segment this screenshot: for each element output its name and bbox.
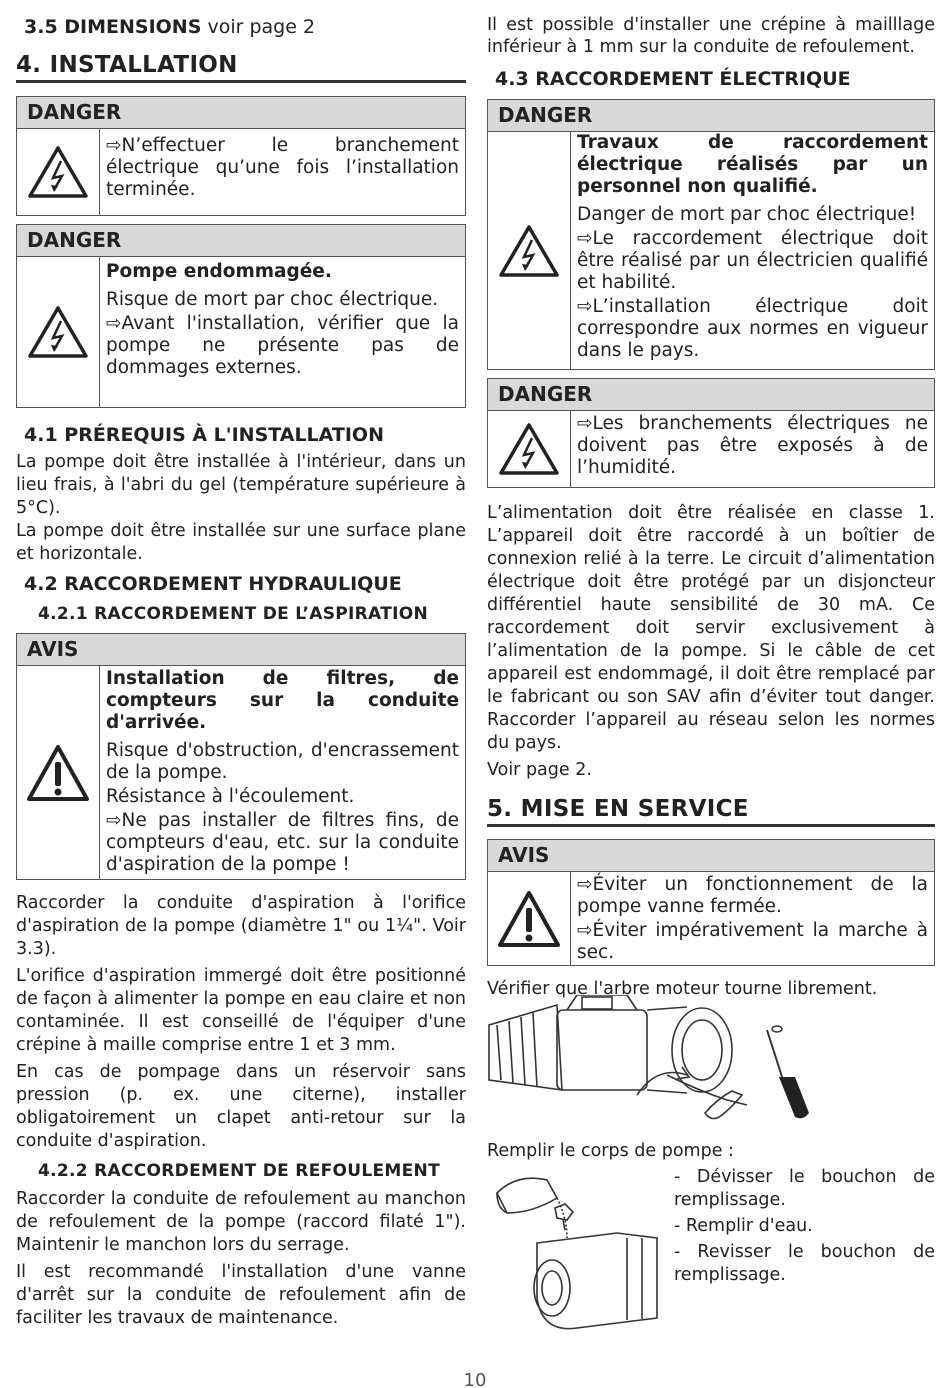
step-item: - Revisser le bouchon de remplissage. xyxy=(674,1242,935,1285)
voir-page-paragraph: Voir page 2. xyxy=(487,760,592,780)
hydraulique-heading: 4.2 RACCORDEMENT HYDRAULIQUE xyxy=(24,573,402,595)
prereq-paragraph-1: La pompe doit être installée à l'intérieur, dans un lieu frais, à l'abri du gel (température supérieure à 5°C). xyxy=(16,452,466,518)
right-column xyxy=(487,0,935,1001)
danger3-line2: ⇨Le raccordement électrique doit être réalisé par un électricien qualifié et habilité. xyxy=(577,228,928,293)
page-number: 10 xyxy=(463,1370,487,1388)
danger-box-1 xyxy=(16,96,466,216)
avis-box-title: AVIS xyxy=(17,634,465,666)
danger3-bold: Travaux de raccordement électrique réalisés par un personnel non qualifié. xyxy=(577,132,928,197)
danger-box-title: DANGER xyxy=(17,225,465,257)
danger-box-2 xyxy=(16,224,466,408)
warning-icon xyxy=(17,666,100,879)
avis1-line3: ⇨Ne pas installer de filtres fins, de compteurs d'eau, etc. sur la conduite d'aspiration de la pompe ! xyxy=(106,810,459,875)
aspiration-paragraph-1: Raccorder la conduite d'aspiration à l'orifice d'aspiration de la pompe (diamètre 1" ou 1¼". Voir 3.3). xyxy=(16,893,466,959)
danger-box-title: DANGER xyxy=(488,379,934,411)
electrique-heading: 4.3 RACCORDEMENT ÉLECTRIQUE xyxy=(495,68,851,90)
left-column xyxy=(16,0,466,1330)
danger-box-4 xyxy=(487,378,935,488)
aspiration-paragraph-2: L'orifice d'aspiration immergé doit être positionné de façon à alimenter la pompe en eau claire et non contaminée. Il est conseillé de l'équiper d'une crépine à maille comprise entre 1 et 3 mm. xyxy=(16,966,466,1055)
avis-box-1 xyxy=(16,633,466,880)
refoulement-paragraph-2: Il est recommandé l'installation d'une vanne d'arrêt sur la conduite de refoulement afin de faciliter les travaux de maintenance. xyxy=(16,1262,466,1328)
electric-hazard-icon xyxy=(17,257,100,407)
arbre-paragraph: Vérifier que l'arbre moteur tourne librement. xyxy=(487,979,878,999)
danger-box-title: DANGER xyxy=(488,100,934,132)
warning-icon xyxy=(488,872,571,965)
step-item: - Dévisser le bouchon de remplissage. xyxy=(674,1167,935,1210)
aspiration-paragraph-3: En cas de pompage dans un réservoir sans pression (p. ex. une citerne), installer obligatoirement un clapet anti-retour sur la conduite d'aspiration. xyxy=(16,1062,466,1151)
avis2-line1: ⇨Éviter un fonctionnement de la pompe vanne fermée. xyxy=(577,874,928,917)
electric-hazard-icon xyxy=(488,411,571,487)
remplir-paragraph: Remplir le corps de pompe : xyxy=(487,1141,734,1161)
pump-screwdriver-illustration xyxy=(487,995,827,1125)
avis1-line2: Résistance à l'écoulement. xyxy=(106,786,355,807)
alimentation-paragraph: L’alimentation doit être réalisée en classe 1. L’appareil doit être raccordé à un boîtier de connexion relié à la terre. Le circuit d’alimentation électrique doit être protégé par un disjoncteur différentiel haute sensibilité de 30 mA. Ce raccordement doit servir exclusivement à l’alimentation de la pompe. Si le câble de cet appareil est endommagé, il doit être remplacé par le fabricant ou son SAV afin d’éviter tout danger. Raccorder l’appareil au réseau selon les normes du pays. xyxy=(487,503,935,753)
prereq-paragraph-2: La pompe doit être installée sur une surface plane et horizontale. xyxy=(16,521,466,564)
refoulement-heading: 4.2.2 RACCORDEMENT DE REFOULEMENT xyxy=(38,1161,440,1181)
avis2-line2: ⇨Éviter impérativement la marche à sec. xyxy=(577,920,928,963)
dimensions-heading: 3.5 DIMENSIONS voir page 2 xyxy=(24,16,316,38)
danger2-line2: ⇨Avant l'installation, vérifier que la pompe ne présente pas de dommages externes. xyxy=(106,313,459,378)
danger3-line1: Danger de mort par choc électrique! xyxy=(577,204,917,225)
danger-box-title: DANGER xyxy=(17,97,465,129)
crepine-paragraph: Il est possible d'installer une crépine à mailllage inférieur à 1 mm sur la conduite de refoulement. xyxy=(487,15,935,57)
avis-box-2 xyxy=(487,839,935,966)
aspiration-heading: 4.2.1 RACCORDEMENT DE L’ASPIRATION xyxy=(38,604,428,624)
pump-filling-illustration xyxy=(487,1168,667,1338)
step-item: - Remplir d'eau. xyxy=(674,1216,813,1236)
refoulement-paragraph-1: Raccorder la conduite de refoulement au manchon de refoulement de la pompe (raccord filaté 1"). Maintenir le manchon lors du serrage. xyxy=(16,1189,466,1255)
mise-en-service-heading: 5. MISE EN SERVICE xyxy=(487,796,935,827)
danger-box-3 xyxy=(487,99,935,370)
danger2-bold: Pompe endommagée. xyxy=(106,261,332,282)
avis-box-title: AVIS xyxy=(488,840,934,872)
electric-hazard-icon xyxy=(17,129,100,215)
installation-heading: 4. INSTALLATION xyxy=(16,52,466,83)
danger4-text: ⇨Les branchements électriques ne doivent pas être exposés à de l’humidité. xyxy=(577,413,928,478)
danger1-text: ⇨N’effectuer le branchement électrique qu’une fois l’installation terminée. xyxy=(106,135,459,200)
avis1-bold: Installation de filtres, de compteurs sur la conduite d'arrivée. xyxy=(106,668,459,733)
danger2-line1: Risque de mort par choc électrique. xyxy=(106,289,439,310)
steps-list xyxy=(674,1166,935,1287)
prereq-heading: 4.1 PRÉREQUIS À L'INSTALLATION xyxy=(24,424,384,446)
avis1-line1: Risque d'obstruction, d'encrassement de la pompe. xyxy=(106,740,459,783)
danger3-line3: ⇨L’installation électrique doit correspondre aux normes en vigueur dans le pays. xyxy=(577,296,928,361)
electric-hazard-icon xyxy=(488,132,571,369)
